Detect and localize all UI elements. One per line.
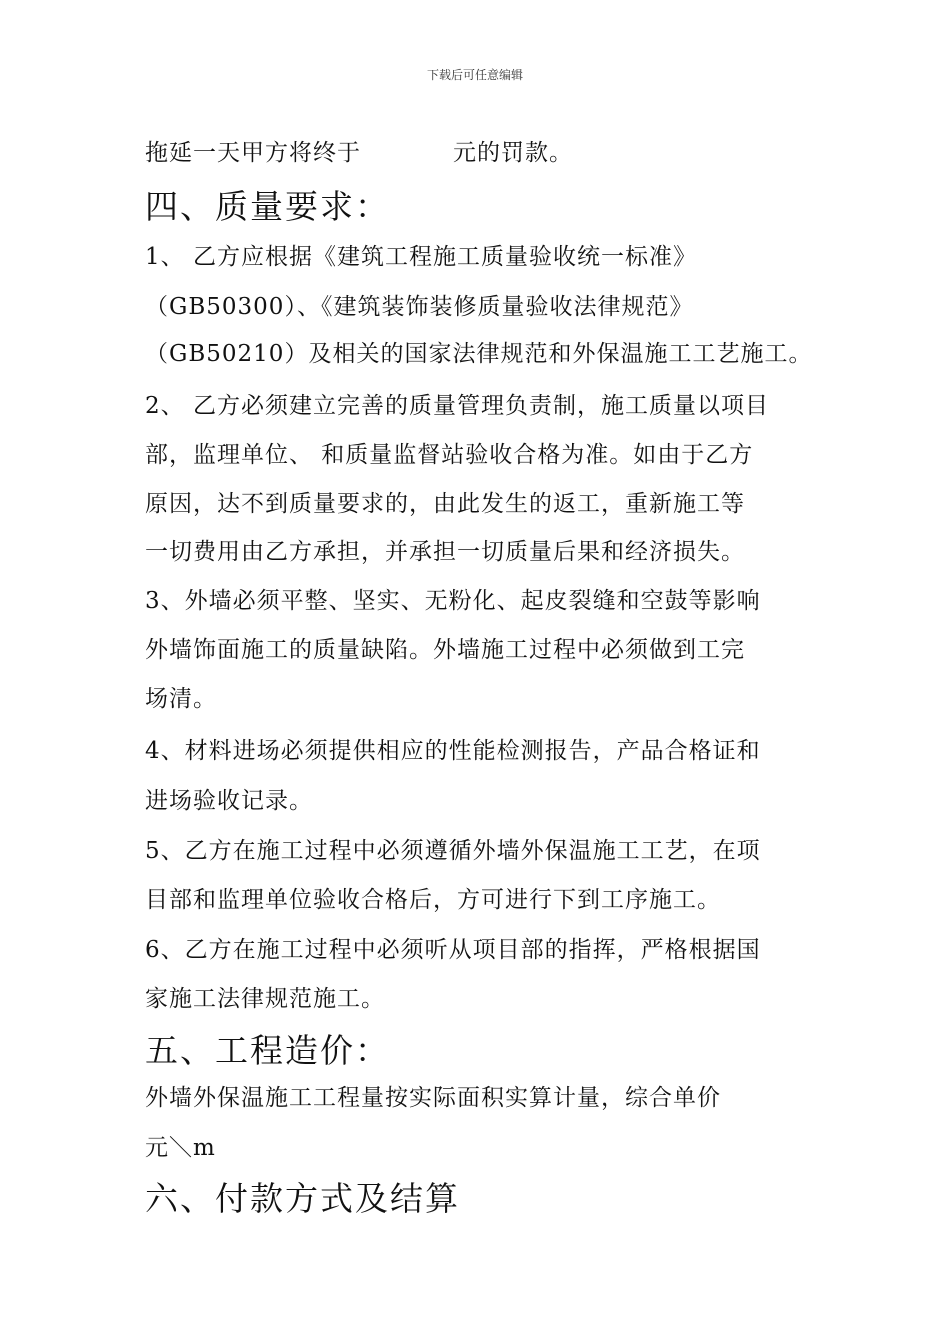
text-line: 外墙饰面施工的质量缺陷。外墙施工过程中必须做到工完 [145,637,745,663]
text-line: 外墙外保温施工工程量按实际面积实算计量，综合单价 [145,1085,721,1111]
text-line: 家施工法律规范施工。 [145,986,385,1012]
text-line: 6、乙方在施工过程中必须听从项目部的指挥，严格根据国 [145,937,761,963]
text-line: （GB50300）、《建筑装饰装修质量验收法律规范》 [145,294,694,320]
text-line: 一切费用由乙方承担，并承担一切质量后果和经济损失。 [145,539,745,565]
text-line: （GB50210）及相关的国家法律规范和外保温施工工艺施工。 [145,341,813,367]
text-line: 进场验收记录。 [145,788,313,814]
text-line: 3、外墙必须平整、坚实、无粉化、起皮裂缝和空鼓等影响 [145,588,761,614]
text-line [145,134,573,167]
text-line: 2、 乙方必须建立完善的质量管理负责制，施工质量以项目 [145,393,769,419]
section-heading-payment: 六、付款方式及结算 [145,1179,460,1218]
text-line: 4、材料进场必须提供相应的性能检测报告，产品合格证和 [145,738,761,764]
section-heading-quality: 四、质量要求： [145,187,390,226]
text-line: 1、 乙方应根据《建筑工程施工质量验收统一标准》 [145,244,697,270]
page-header: 下载后可任意编辑 [426,68,523,82]
text-line: 5、乙方在施工过程中必须遵循外墙外保温施工工艺，在项 [145,838,761,864]
text-line: 目部和监理单位验收合格后，方可进行下到工序施工。 [145,887,721,913]
text-line: 元＼m [145,1135,216,1161]
text-line: 场清。 [145,686,217,712]
text-line: 原因，达不到质量要求的，由此发生的返工，重新施工等 [145,491,745,517]
text-fragment: 元的罚款。 [453,140,573,166]
text-fragment: 拖延一天甲方将终于 [145,140,361,166]
section-heading-cost: 五、工程造价： [145,1031,390,1070]
text-line: 部，监理单位、 和质量监督站验收合格为准。如由于乙方 [145,442,754,468]
